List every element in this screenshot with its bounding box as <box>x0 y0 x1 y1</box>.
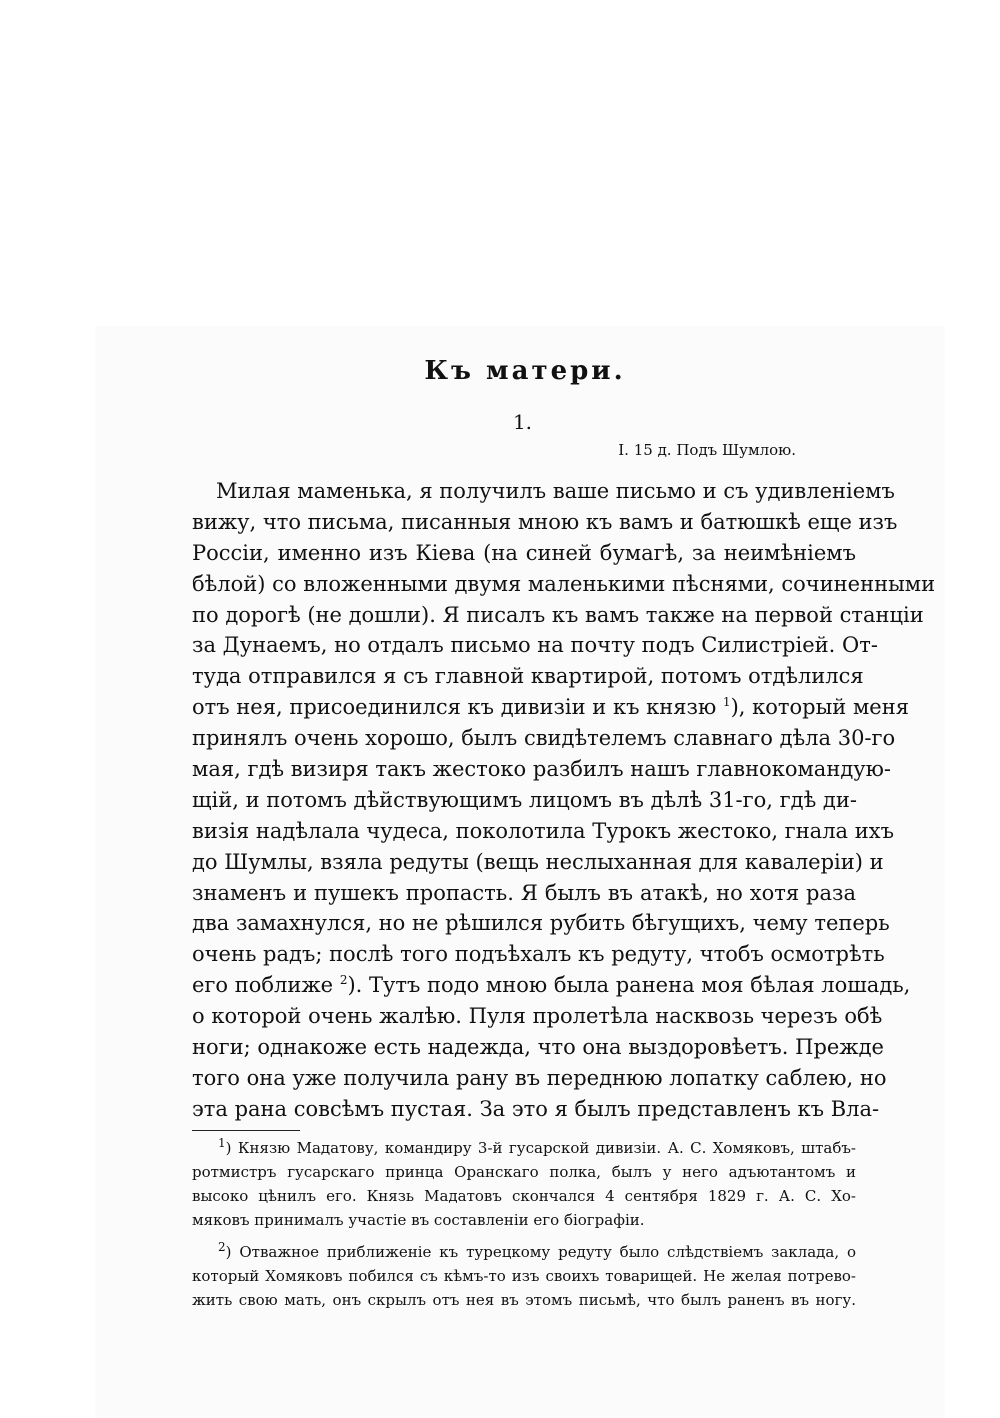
body-line-text: его поближе <box>192 973 334 998</box>
body-line: визія надѣлала чудеса, поколотила Турокъ жестоко, гнала ихъ <box>192 818 894 843</box>
page-title: Къ матери. <box>424 356 626 386</box>
body-line <box>192 970 911 1001</box>
body-line: ноги; однакоже есть надежда, что она выздоровѣетъ. Прежде <box>192 1035 884 1060</box>
footnote-2-text: ) Отважное приближеніе къ турецкому редуту было слѣдствіемъ заклада, о <box>225 1243 856 1261</box>
body-line: до Шумлы, взяла редуты (вещь неслыханная для кавалеріи) и <box>192 849 884 874</box>
footnote-1-line <box>192 1136 856 1160</box>
footnote-2-line: жить свою мать, онъ скрылъ отъ нея въ этомъ письмѣ, что былъ раненъ въ ногу. <box>192 1291 856 1309</box>
body-line: за Дунаемъ, но отдалъ письмо на почту подъ Силистріей. От- <box>192 633 878 658</box>
footnote-spacer <box>192 1232 856 1240</box>
footnotes <box>192 1136 856 1312</box>
body-line: принялъ очень хорошо, былъ свидѣтелемъ славнаго дѣла 30-го <box>192 726 896 751</box>
body-line: Россіи, именно изъ Кіева (на синей бумагѣ, за неимѣніемъ <box>192 540 856 565</box>
footnote-1-text: ) Князю Мадатову, командиру 3-й гусарской дивизіи. А. С. Хомяковъ, штабъ- <box>225 1139 856 1157</box>
footnote-1-line: мяковъ принималъ участіе въ составленіи его біографіи. <box>192 1211 645 1229</box>
body-line: о которой очень жалѣю. Пуля пролетѣла насквозь черезъ обѣ <box>192 1004 883 1029</box>
footnote-ref-2[interactable]: 2 <box>339 973 348 988</box>
body-line: Милая маменька, я получилъ ваше письмо и съ удивленіемъ <box>216 479 895 503</box>
footnote-ref-1[interactable]: 1 <box>722 695 731 710</box>
body-line: очень радъ; послѣ того подъѣхалъ къ редуту, чтобъ осмотрѣть <box>192 942 885 967</box>
body-line: щій, и потомъ дѣйствующимъ лицомъ въ дѣлѣ 31-го, гдѣ ди- <box>192 787 857 812</box>
footnote-1-line: ротмистръ гусарскаго принца Оранскаго полка, былъ у него адъютантомъ и <box>192 1163 856 1181</box>
body-line-text: отъ нея, присоединился къ дивизіи и къ князю <box>192 695 717 720</box>
footnote-divider <box>192 1130 300 1131</box>
dateline: I. 15 д. Подъ Шумлою. <box>618 441 796 459</box>
footnote-2-line: который Хомяковъ побился съ кѣмъ-то изъ своихъ товарищей. Не желая потрево- <box>192 1267 856 1285</box>
body-line: того она уже получила рану въ переднюю лопатку саблею, но <box>192 1065 887 1090</box>
body-line <box>192 692 909 723</box>
footnote-1-line: высоко цѣнилъ его. Князь Мадатовъ скончался 4 сентября 1829 г. А. С. Хо- <box>192 1187 856 1205</box>
body-line: бѣлой) со вложенными двумя маленькими пѣснями, сочиненными <box>192 571 936 596</box>
letter-number: 1. <box>512 410 533 434</box>
body-line: вижу, что письма, писанныя мною къ вамъ и батюшкѣ еще изъ <box>192 509 898 534</box>
body-line: два замахнулся, но не рѣшился рубить бѣгущихъ, чему теперь <box>192 911 890 936</box>
footnote-1-marker: 1 <box>218 1136 226 1150</box>
body-line: эта рана совсѣмъ пустая. За это я былъ представленъ къ Вла- <box>192 1096 880 1121</box>
body-line: мая, гдѣ визиря такъ жестоко разбилъ нашъ главнокомандую- <box>192 757 891 782</box>
footnote-2-line <box>192 1240 856 1264</box>
body-line: знаменъ и пушекъ пропасть. Я былъ въ атакѣ, но хотя раза <box>192 880 856 905</box>
footnote-2-marker: 2 <box>218 1240 226 1254</box>
body-line-text: ), который меня <box>730 695 909 720</box>
letter-body <box>192 476 936 1125</box>
body-line-text: ). Тутъ подо мною была ранена моя бѣлая лошадь, <box>347 973 911 998</box>
body-line: туда отправился я съ главной квартирой, потомъ отдѣлился <box>192 664 864 689</box>
body-line: по дорогѣ (не дошли). Я писалъ къ вамъ также на первой станціи <box>192 602 924 627</box>
